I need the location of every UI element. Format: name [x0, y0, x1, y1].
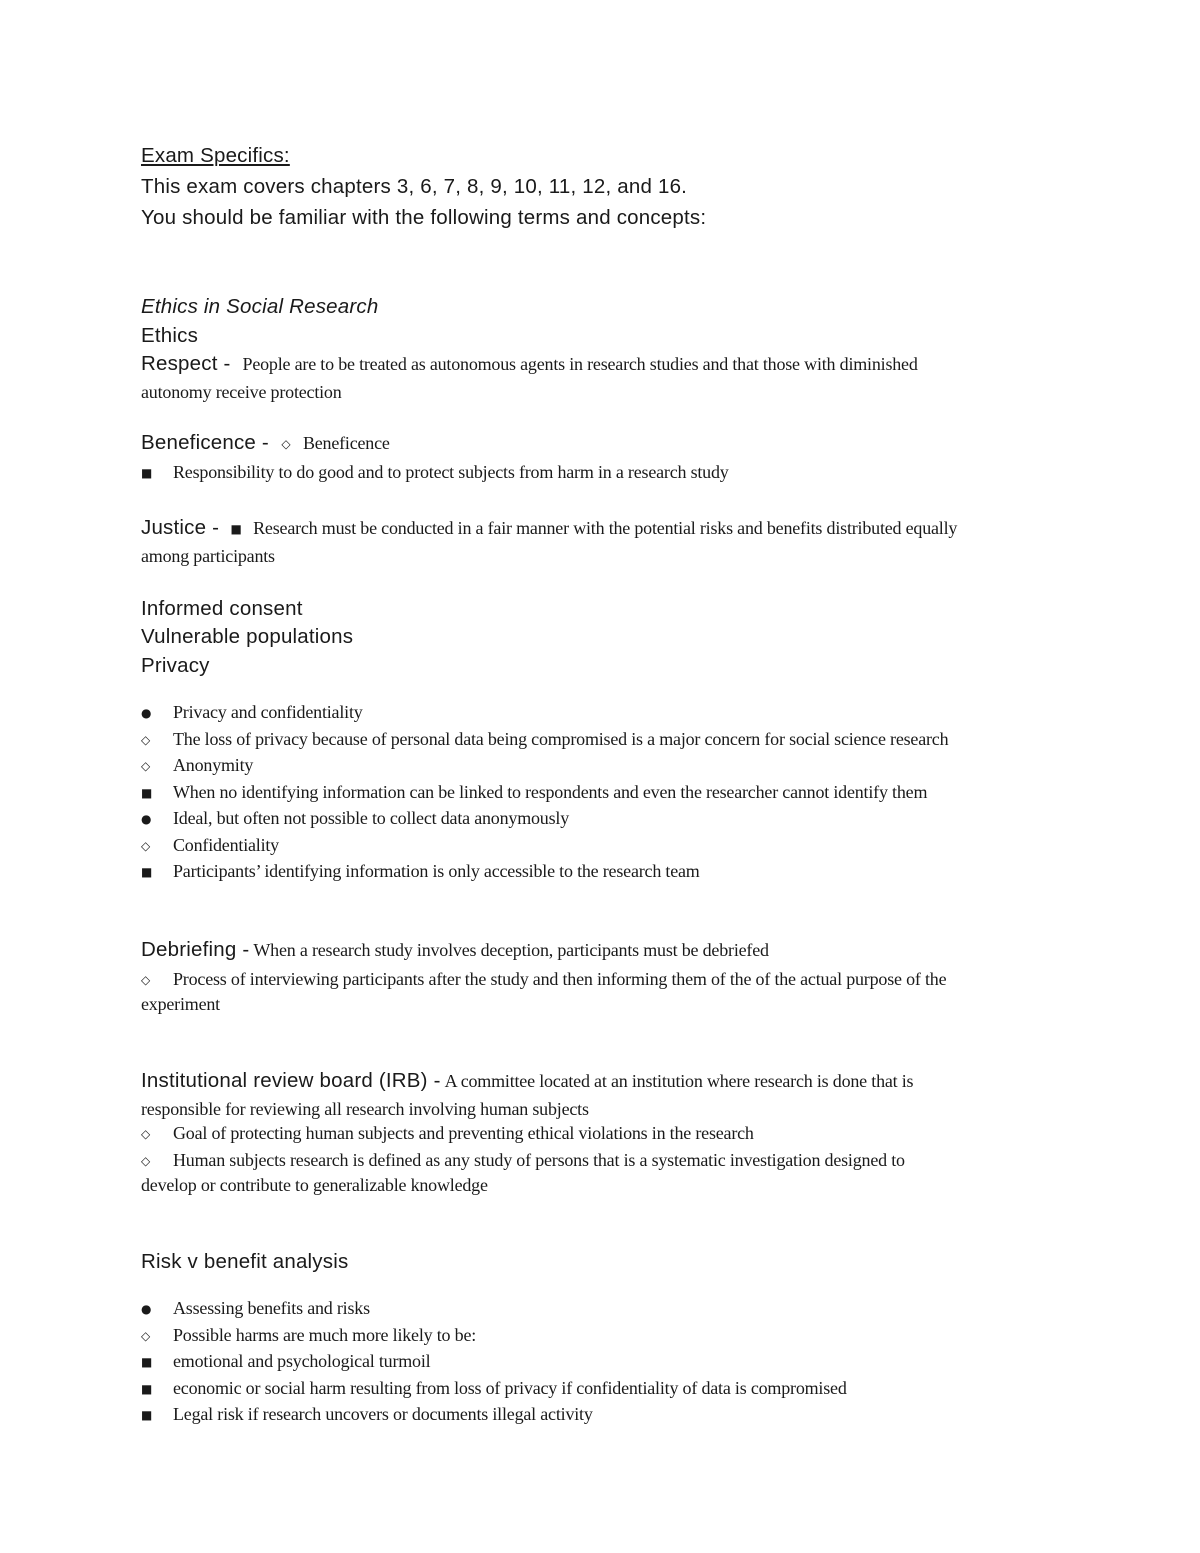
- list-item: ■ Legal risk if research uncovers or documents illegal activity: [141, 1402, 1061, 1429]
- term-beneficence: Beneficence -: [141, 430, 269, 454]
- term-irb: Institutional review board (IRB) -: [141, 1069, 441, 1092]
- list-item: ● Ideal, but often not possible to collect data anonymously: [141, 806, 1061, 833]
- list-item: ■ Participants’ identifying information is only accessible to the research team: [141, 859, 1061, 886]
- justice-definition: Research must be conducted in a fair manner with the potential risks and benefits distributed equally: [253, 518, 958, 538]
- list-item: ◇ The loss of privacy because of personal data being compromised is a major concern for social science research: [141, 727, 1061, 754]
- term-debriefing: Debriefing -: [141, 937, 250, 961]
- irb-sub2-cont: develop or contribute to generalizable knowledge: [141, 1174, 488, 1195]
- square-bullet-icon: ■: [141, 466, 153, 480]
- list-item: ● Privacy and confidentiality: [141, 700, 1061, 727]
- list-item: ◇ Confidentiality: [141, 833, 1061, 860]
- list-item: ● Assessing benefits and risks: [141, 1296, 1061, 1323]
- risk-list: [141, 1296, 1061, 1429]
- bullet-icon: ◇: [141, 838, 151, 853]
- diamond-bullet-icon: ◇: [141, 1153, 151, 1168]
- beneficence-inline: Beneficence: [302, 432, 390, 453]
- diamond-bullet-icon: ◇: [141, 973, 151, 987]
- term-respect: Respect -: [141, 352, 231, 375]
- term-vulnerable-populations: Vulnerable populations: [141, 625, 354, 648]
- list-item: ■ When no identifying information can be linked to respondents and even the researcher cannot identify them: [141, 780, 1061, 807]
- exam-familiar: You should be familiar with the following terms and concepts:: [141, 206, 707, 229]
- respect-entry: [141, 350, 1061, 403]
- list-item: ◇ Possible harms are much more likely to be:: [141, 1323, 1061, 1350]
- term-risk-benefit: Risk v benefit analysis: [141, 1249, 349, 1273]
- term-justice: Justice -: [141, 516, 220, 539]
- bullet-icon: ●: [141, 706, 152, 720]
- square-bullet-icon: ■: [230, 522, 242, 536]
- term-informed-consent: Informed consent: [141, 596, 303, 620]
- bullet-icon: ●: [141, 1302, 152, 1316]
- debriefing-sub-cont: experiment: [141, 994, 220, 1014]
- irb-entry: [141, 1067, 1061, 1196]
- exam-title: Exam Specifics:: [141, 144, 290, 167]
- beneficence-entry: [141, 429, 1061, 487]
- bullet-icon: ◇: [141, 1328, 151, 1343]
- bullet-icon: ◇: [141, 732, 151, 747]
- list-item: ◇ Anonymity: [141, 753, 1061, 780]
- list-item: ■ emotional and psychological turmoil: [141, 1349, 1061, 1376]
- bullet-icon: ◇: [141, 759, 151, 773]
- irb-sub1: Goal of protecting human subjects and preventing ethical violations in the research: [173, 1122, 754, 1143]
- beneficence-bullet: Responsibility to do good and to protect subjects from harm in a research study: [173, 462, 729, 482]
- bullet-icon: ■: [141, 865, 153, 879]
- exam-covers: This exam covers chapters 3, 6, 7, 8, 9, 10, 11, 12, and 16.: [141, 175, 688, 198]
- bullet-icon: ■: [141, 1408, 153, 1422]
- list-item: ■ economic or social harm resulting from loss of privacy if confidentiality of data is compromised: [141, 1376, 1061, 1403]
- bullet-icon: ■: [141, 785, 153, 800]
- term-ethics: Ethics: [141, 323, 199, 347]
- debriefing-sub: Process of interviewing participants after the study and then informing them of the of the actual purpose of the: [173, 969, 947, 989]
- diamond-bullet-icon: ◇: [141, 1126, 151, 1141]
- irb-definition-cont: responsible for reviewing all research involving human subjects: [141, 1098, 589, 1119]
- respect-definition: People are to be treated as autonomous agents in research studies and that those with diminished: [242, 354, 918, 374]
- document-page: [141, 140, 1061, 1429]
- justice-entry: [141, 514, 1061, 567]
- bullet-icon: ●: [141, 812, 152, 826]
- respect-definition-cont: autonomy receive protection: [141, 381, 342, 402]
- justice-definition-cont: among participants: [141, 545, 275, 566]
- spacer: [141, 233, 1061, 293]
- term-privacy: Privacy: [141, 653, 210, 677]
- bullet-icon: ■: [141, 1355, 153, 1369]
- debriefing-entry: [141, 936, 1061, 1016]
- bullet-icon: ■: [141, 1381, 153, 1396]
- diamond-bullet-icon: ◇: [281, 436, 291, 451]
- privacy-list: [141, 700, 1061, 886]
- debriefing-definition: When a research study involves deception, participants must be debriefed: [253, 939, 769, 960]
- section-title: Ethics in Social Research: [141, 295, 379, 318]
- irb-sub2: Human subjects research is defined as any study of persons that is a systematic investigation designed to: [173, 1149, 905, 1170]
- irb-definition: A committee located at an institution where research is done that is: [444, 1071, 914, 1091]
